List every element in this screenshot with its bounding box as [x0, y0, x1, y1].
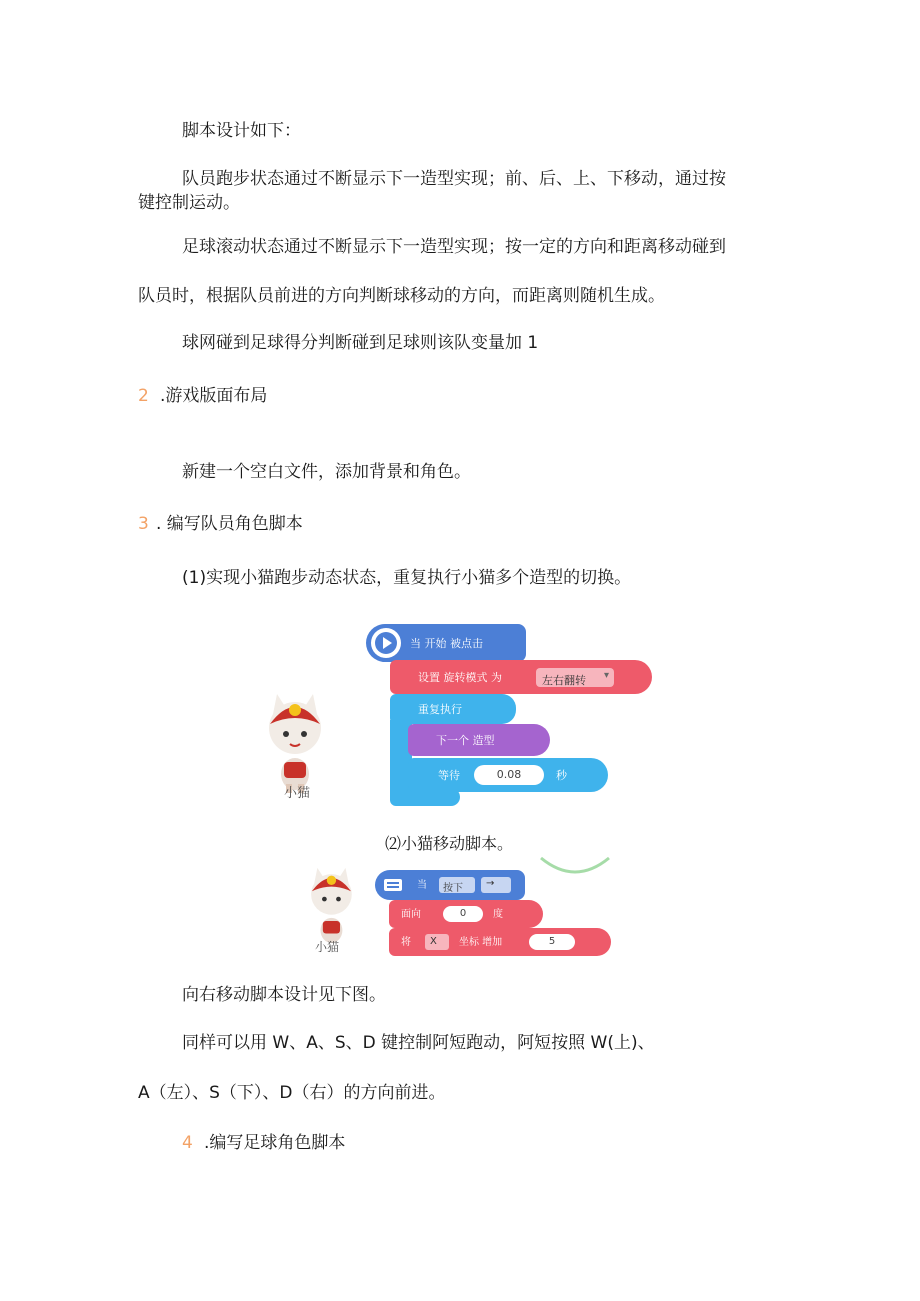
- wait-unit-label: 秒: [556, 769, 567, 782]
- after-text-2: 同样可以用 W、A、S、D 键控制阿短跑动，阿短按照 W(上)、: [182, 1033, 655, 1053]
- section-2-heading: [138, 384, 267, 408]
- forever-label: 重复执行: [418, 703, 462, 716]
- rotation-dropdown-value: 左右翻转: [542, 674, 586, 687]
- section-2-number: 2: [138, 386, 149, 406]
- script-screenshot-2: [305, 856, 617, 960]
- change-x-block[interactable]: [389, 928, 611, 956]
- section-3-title: . 编写队员角色脚本: [156, 514, 303, 534]
- move-mid-label: 坐标 增加: [459, 937, 503, 948]
- set-rotation-label: 设置 旋转模式 为: [418, 671, 502, 684]
- section-4-number: 4: [182, 1133, 193, 1153]
- direction-input[interactable]: 0: [443, 906, 483, 922]
- para2-line2: 队员时，根据队员前进的方向判断球移动的方向，而距离则随机生成。: [138, 286, 665, 306]
- set-rotation-block[interactable]: [390, 660, 652, 694]
- para1-line1: 队员跑步状态通过不断显示下一造型实现；前、后、上、下移动，通过按: [182, 169, 726, 189]
- next-costume-label: 下一个 造型: [436, 734, 495, 747]
- section-3-heading: [138, 512, 303, 536]
- next-costume-block[interactable]: [408, 724, 550, 756]
- para2-line1: 足球滚动状态通过不断显示下一造型实现；按一定的方向和距离移动碰到: [182, 237, 726, 257]
- cat-sprite-image-2: [305, 860, 361, 946]
- point-direction-block[interactable]: [389, 900, 543, 928]
- dropdown-arrow-icon: ▾: [603, 670, 609, 681]
- key-value: →: [486, 878, 495, 889]
- when-start-clicked-label: 当 开始 被点击: [410, 637, 483, 650]
- script-screenshot-1: [262, 620, 662, 816]
- intro-text: 脚本设计如下：: [182, 121, 301, 141]
- wait-label: 等待: [438, 769, 460, 782]
- arc-decoration: [535, 856, 615, 886]
- key-action-dropdown[interactable]: [439, 877, 475, 893]
- increase-input[interactable]: 5: [529, 934, 575, 950]
- move-prefix-label: 将: [401, 937, 411, 948]
- key-action-value: 按下: [443, 883, 463, 894]
- when-key-pressed-block[interactable]: [375, 870, 525, 900]
- sprite-label-2: 小猫: [315, 940, 340, 954]
- after-text-3: A（左）、S（下）、D（右）的方向前进。: [138, 1083, 446, 1103]
- sprite-label-1: 小猫: [284, 786, 311, 801]
- wait-input[interactable]: 0.08: [474, 765, 544, 785]
- when-label: 当: [417, 880, 427, 891]
- section-4-title: .编写足球角色脚本: [204, 1133, 346, 1153]
- cat-sprite-image: [262, 684, 332, 794]
- section-2-title: .游戏版面布局: [160, 386, 268, 406]
- play-icon: [370, 627, 402, 659]
- keyboard-icon: [383, 878, 403, 892]
- rotation-dropdown[interactable]: [536, 668, 614, 687]
- section-4-heading: [182, 1131, 345, 1155]
- wait-block[interactable]: [408, 758, 608, 792]
- section-3-number: 3: [138, 514, 149, 534]
- subsection-1: (1)实现小猫跑步动态状态，重复执行小猫多个造型的切换。: [182, 568, 632, 588]
- key-dropdown[interactable]: [481, 877, 511, 893]
- axis-value: X: [430, 936, 437, 947]
- after-text-1: 向右移动脚本设计见下图。: [182, 985, 386, 1005]
- para3: 球网碰到足球得分判断碰到足球则该队变量加 1: [182, 333, 539, 353]
- when-start-clicked-block[interactable]: [366, 624, 526, 662]
- axis-dropdown[interactable]: [425, 934, 449, 950]
- face-unit-label: 度: [493, 909, 503, 920]
- caption-2: ⑵小猫移动脚本。: [385, 834, 514, 853]
- para1-line2: 键控制运动。: [138, 193, 240, 213]
- face-label: 面向: [401, 909, 421, 920]
- section-2-body: 新建一个空白文件，添加背景和角色。: [182, 462, 471, 482]
